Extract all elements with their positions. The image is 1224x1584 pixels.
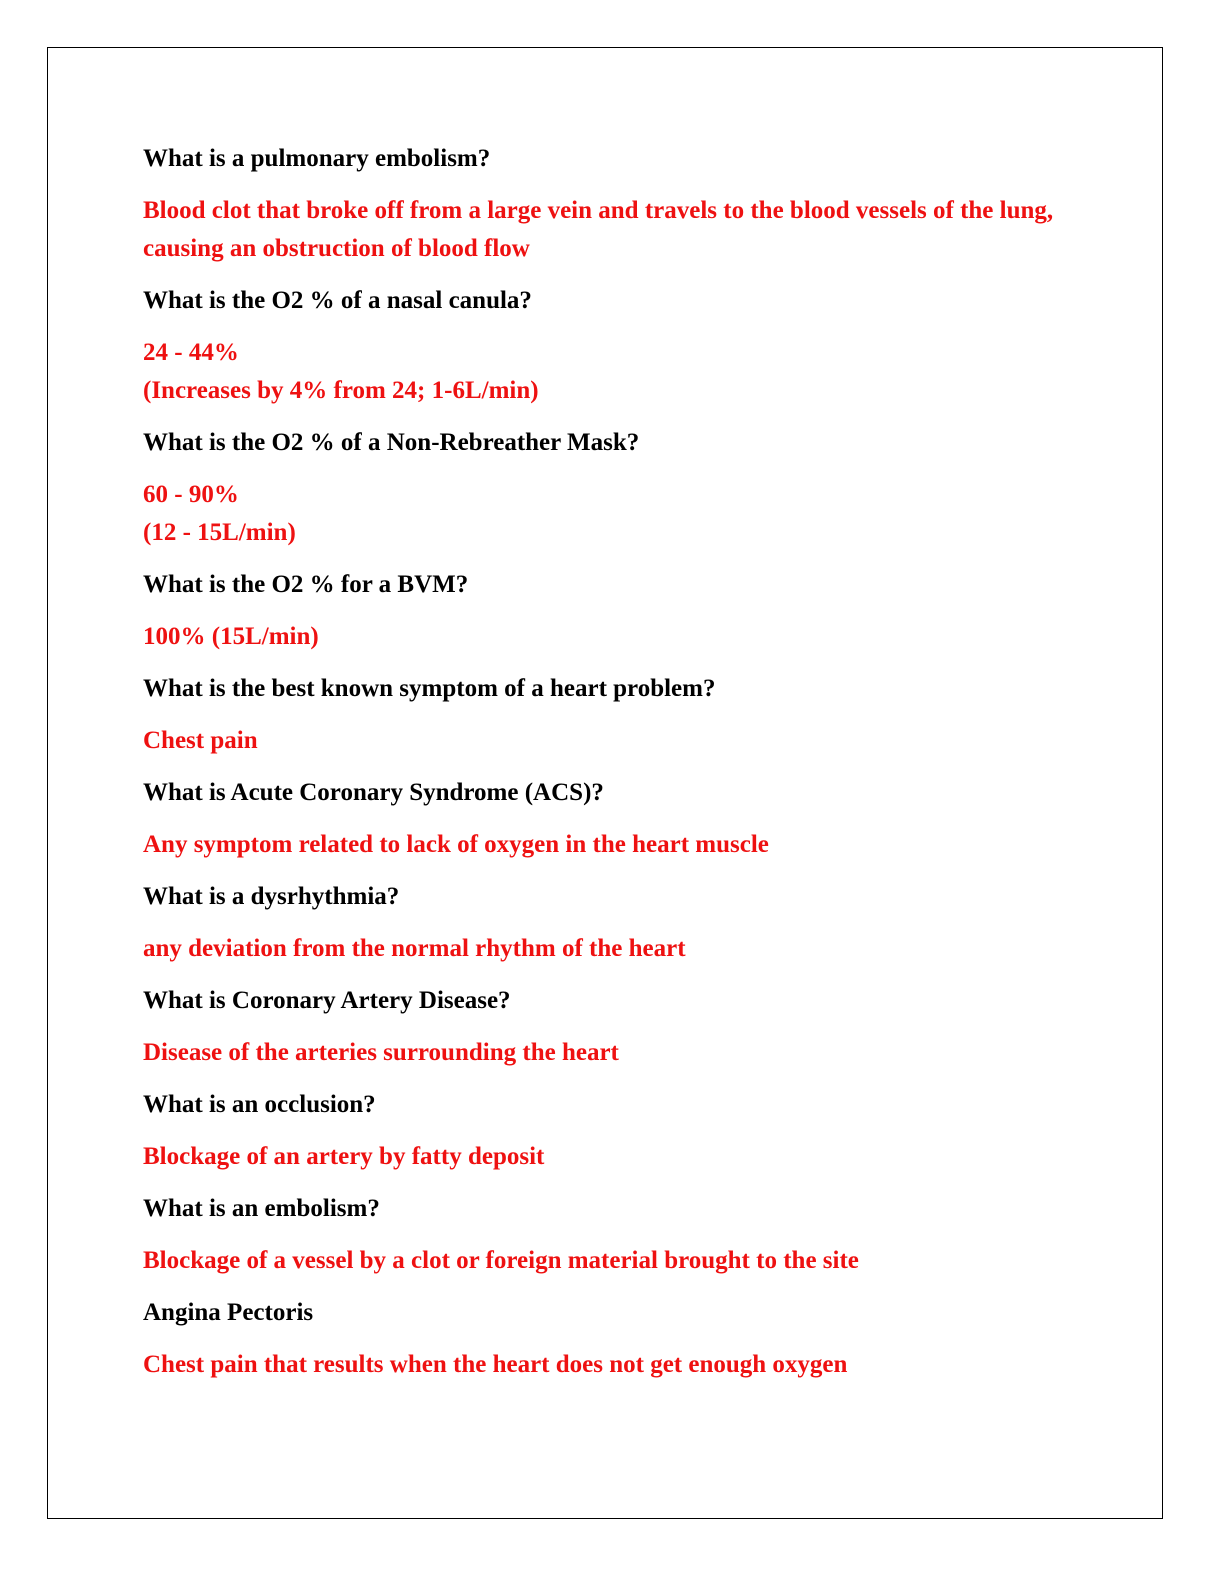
question-text: What is the O2 % for a BVM? [143, 571, 469, 598]
answer-line: 60 - 90% [143, 481, 239, 508]
question-text: What is Acute Coronary Syndrome (ACS)? [143, 779, 604, 806]
question-text: What is the O2 % of a Non-Rebreather Mask? [143, 429, 640, 456]
answer-line: Blood clot that broke off from a large vein and travels to the blood vessels of the lung, causing an obstruction of blood flow [143, 197, 1054, 262]
answer-line: 100% (15L/min) [143, 623, 319, 650]
answer-text [143, 192, 1103, 268]
qa-list [143, 140, 1103, 1398]
answer-text [143, 930, 1103, 968]
answer-line: (12 - 15L/min) [143, 519, 296, 546]
question-text: What is Coronary Artery Disease? [143, 987, 511, 1014]
answer-line: Chest pain that results when the heart does not get enough oxygen [143, 1351, 848, 1378]
answer-text [143, 476, 1103, 552]
question-text: What is a pulmonary embolism? [143, 145, 491, 172]
answer-text [143, 1346, 1103, 1384]
question-text: What is a dysrhythmia? [143, 883, 400, 910]
question-text: What is an occlusion? [143, 1091, 376, 1118]
answer-text [143, 1242, 1103, 1280]
answer-text [143, 722, 1103, 760]
answer-line: any deviation from the normal rhythm of the heart [143, 935, 686, 962]
answer-line: (Increases by 4% from 24; 1-6L/min) [143, 377, 539, 404]
question-text: What is the best known symptom of a heart problem? [143, 675, 716, 702]
answer-text [143, 1138, 1103, 1176]
answer-line: Blockage of an artery by fatty deposit [143, 1143, 545, 1170]
answer-text [143, 618, 1103, 656]
question-text: What is the O2 % of a nasal canula? [143, 287, 532, 314]
answer-line: 24 - 44% [143, 339, 239, 366]
answer-text [143, 826, 1103, 864]
answer-line: Chest pain [143, 727, 258, 754]
answer-line: Any symptom related to lack of oxygen in the heart muscle [143, 831, 769, 858]
answer-line: Disease of the arteries surrounding the heart [143, 1039, 619, 1066]
answer-text [143, 1034, 1103, 1072]
answer-text [143, 334, 1103, 410]
question-text: What is an embolism? [143, 1195, 380, 1222]
question-text: Angina Pectoris [143, 1299, 314, 1326]
answer-line: Blockage of a vessel by a clot or foreign material brought to the site [143, 1247, 859, 1274]
